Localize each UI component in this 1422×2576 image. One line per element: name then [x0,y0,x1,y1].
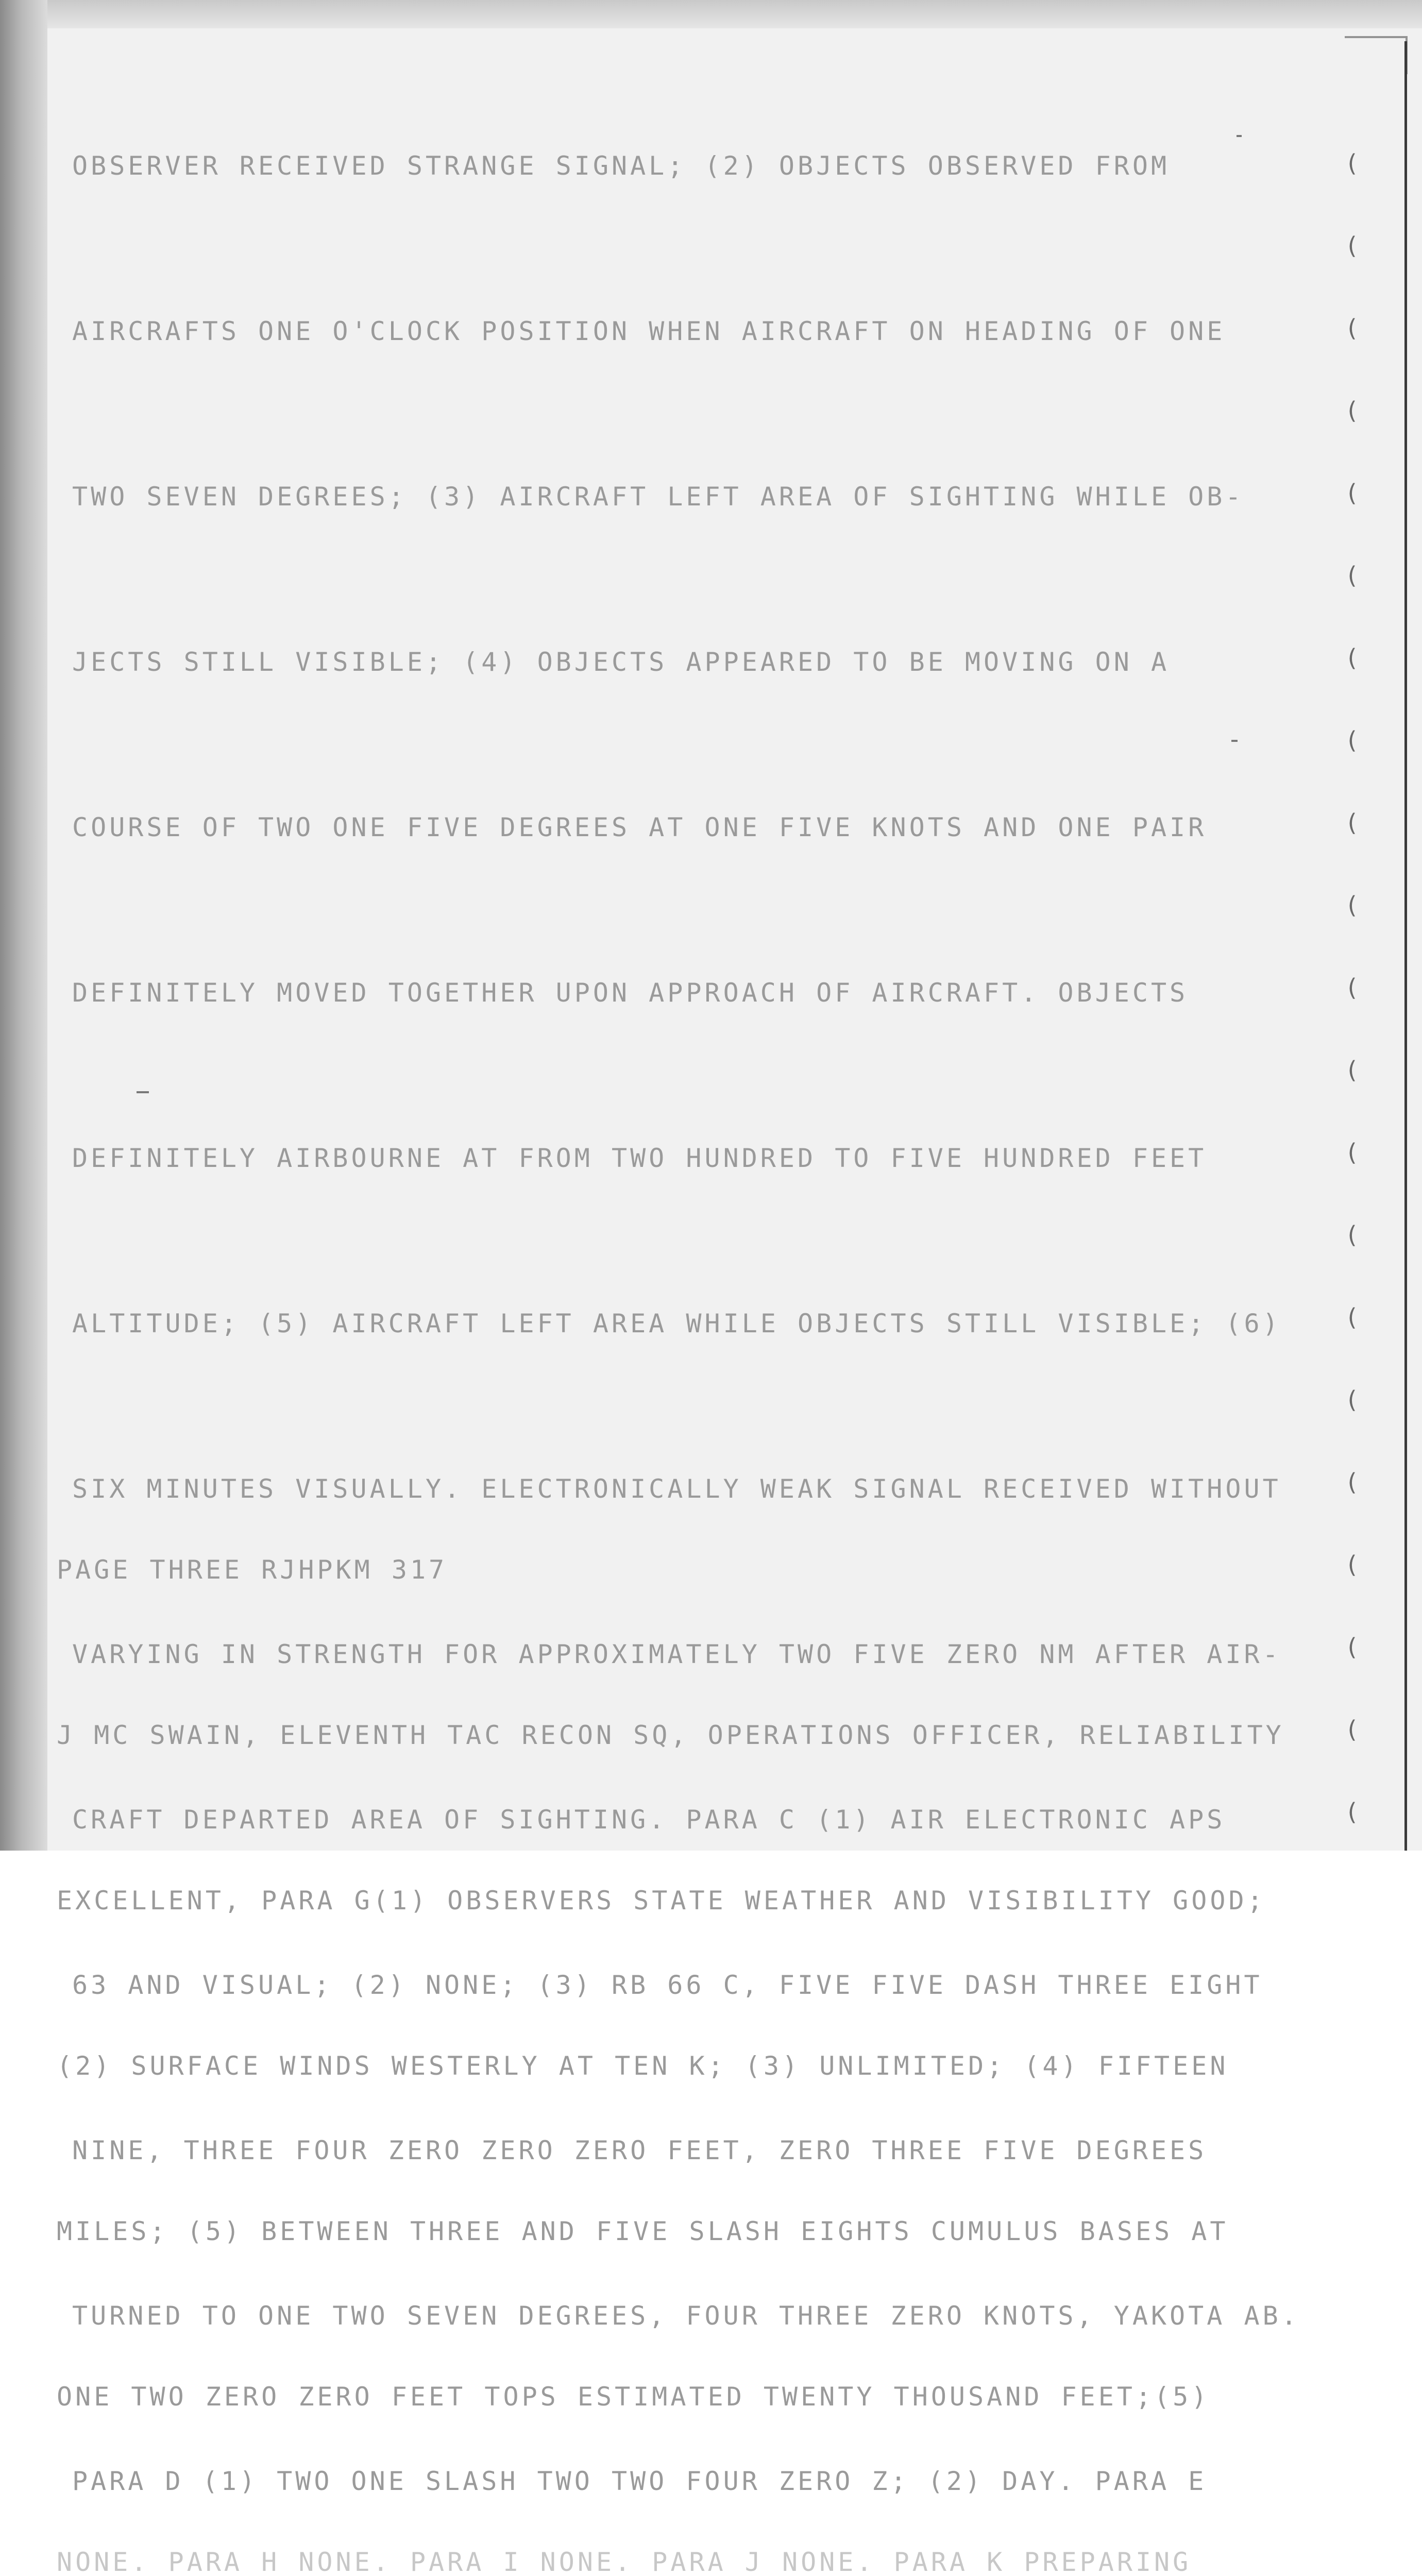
feed-hole: ( [1345,726,1359,754]
body-line: JECTS STILL VISIBLE; (4) OBJECTS APPEARED TO BE MOVING ON A [72,647,1170,677]
body-line: TWO SEVEN DEGREES; (3) AIRCRAFT LEFT AREA OF SIGHTING WHILE OB- [72,482,1244,512]
body-line: SIX MINUTES VISUALLY. ELECTRONICALLY WEAK SIGNAL RECEIVED WITHOUT [72,1474,1281,1504]
tractor-feed-holes [1334,77,1365,1850]
feed-hole: ( [1345,1056,1359,1084]
body-line: PARA D (1) TWO ONE SLASH TWO TWO FOUR ZERO Z; (2) DAY. PARA E [72,2466,1207,2496]
body-line: 63 AND VISUAL; (2) NONE; (3) RB 66 C, FIVE FIVE DASH THREE EIGHT [72,1970,1263,2000]
feed-hole: ( [1345,562,1359,589]
feed-hole: ( [1345,974,1359,1002]
corner-stamp-mark [1345,36,1408,74]
feed-hole: ( [1345,149,1359,177]
page-right-border [1404,41,1407,1851]
feed-hole: ( [1345,1139,1359,1166]
body-line: NINE, THREE FOUR ZERO ZERO ZERO FEET, ZERO THREE FIVE DEGREES [72,2136,1207,2165]
feed-hole: ( [1345,1468,1359,1496]
body-line: COURSE OF TWO ONE FIVE DEGREES AT ONE FIVE KNOTS AND ONE PAIR [72,812,1207,842]
continuation-line: MILES; (5) BETWEEN THREE AND FIVE SLASH EIGHTS CUMULUS BASES AT [57,2216,1229,2246]
body-line: TURNED TO ONE TWO SEVEN DEGREES, FOUR THREE ZERO KNOTS, YAKOTA AB. [72,2301,1300,2331]
feed-hole: ( [1345,1221,1359,1249]
body-line: DEFINITELY MOVED TOGETHER UPON APPROACH OF AIRCRAFT. OBJECTS [72,978,1189,1008]
feed-hole: ( [1345,397,1359,425]
continuation-line: (2) SURFACE WINDS WESTERLY AT TEN K; (3) UNLIMITED; (4) FIFTEEN [57,2051,1229,2081]
feed-hole: ( [1345,479,1359,507]
feed-hole: ( [1345,1551,1359,1579]
continuation-line: J MC SWAIN, ELEVENTH TAC RECON SQ, OPERATIONS OFFICER, RELIABILITY [57,1720,1284,1750]
feed-hole: ( [1345,891,1359,919]
body-line: VARYING IN STRENGTH FOR APPROXIMATELY TWO FIVE ZERO NM AFTER AIR- [72,1639,1281,1669]
body-line: AIRCRAFTS ONE O'CLOCK POSITION WHEN AIRCRAFT ON HEADING OF ONE [72,316,1226,346]
continuation-line-cut-off: NONE. PARA H NONE. PARA I NONE. PARA J NONE. PARA K PREPARING [57,2547,1192,2576]
page-top-edge [47,0,1422,28]
feed-hole: ( [1345,314,1359,342]
body-line: CRAFT DEPARTED AREA OF SIGHTING. PARA C (1) AIR ELECTRONIC APS [72,1805,1226,1835]
continuation-line: EXCELLENT, PARA G(1) OBSERVERS STATE WEATHER AND VISIBILITY GOOD; [57,1886,1266,1916]
feed-hole: ( [1345,1633,1359,1661]
page-header: PAGE THREE RJHPKM 317 [57,1555,448,1585]
feed-hole: ( [1345,644,1359,672]
feed-hole: ( [1345,232,1359,260]
body-line: ALTITUDE; (5) AIRCRAFT LEFT AREA WHILE OBJECTS STILL VISIBLE; (6) [72,1309,1281,1338]
feed-hole: ( [1345,1386,1359,1414]
feed-hole: ( [1345,1716,1359,1743]
feed-hole: ( [1345,1798,1359,1826]
feed-hole: ( [1345,1303,1359,1331]
body-line: OBSERVER RECEIVED STRANGE SIGNAL; (2) OBJECTS OBSERVED FROM [72,151,1170,181]
body-line: DEFINITELY AIRBOURNE AT FROM TWO HUNDRED TO FIVE HUNDRED FEET [72,1143,1207,1173]
continuation-page [57,1432,1284,2576]
feed-hole: ( [1345,809,1359,837]
continuation-line: ONE TWO ZERO ZERO FEET TOPS ESTIMATED TWENTY THOUSAND FEET;(5) [57,2382,1210,2412]
page-left-shadow [0,0,47,1851]
